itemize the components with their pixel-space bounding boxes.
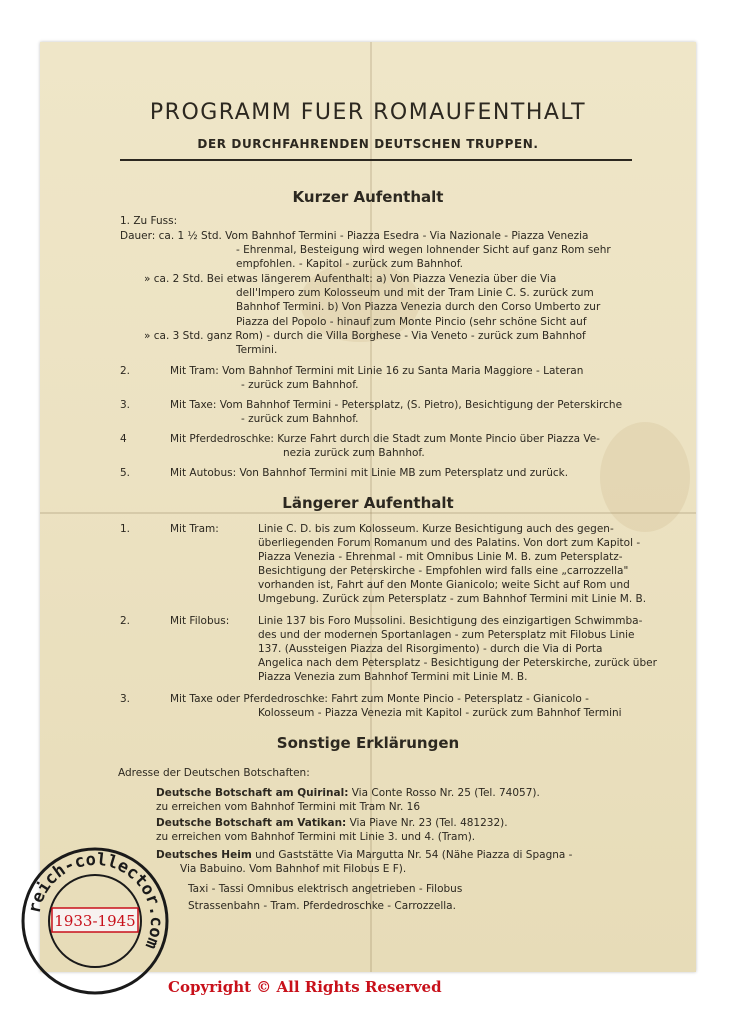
deutsches-heim: [156, 848, 572, 863]
text-line: 137. (Aussteigen Piazza del Risorgimento) - durch die Via di Porta: [258, 643, 603, 655]
embassy-quirinal: [156, 786, 540, 801]
text-line: dell'Impero zum Kolosseum und mit der Tram Linie C. S. zurück zum: [236, 287, 594, 299]
text-line: Mit Tram: Vom Bahnhof Termini mit Linie 16 zu Santa Maria Maggiore - Lateran: [170, 365, 584, 377]
text-line: » ca. 3 Std. ganz Rom) - durch die Villa Borghese - Via Veneto - zurück zum Bahnhof: [144, 330, 586, 342]
item-number: 5.: [120, 467, 131, 479]
text-line: Linie C. D. bis zum Kolosseum. Kurze Besichtigung auch des gegen-: [258, 523, 614, 535]
text-line: Mit Taxe: Vom Bahnhof Termini - Petersplatz, (S. Pietro), Besichtigung der Peterskirche: [170, 399, 623, 411]
item-number: 2.: [120, 615, 131, 627]
text-line: Angelica nach dem Petersplatz - Besichtigung der Peterskirche, zurück über: [258, 657, 657, 669]
text-line: Mit Taxe oder Pferdedroschke: Fahrt zum Monte Pincio - Petersplatz - Gianicolo -: [170, 693, 589, 705]
text-line: Dauer: ca. 1 ½ Std. Vom Bahnhof Termini - Piazza Esedra - Via Nazionale - Piazza Venezia: [120, 230, 589, 242]
heading-short-stay: Kurzer Aufenthalt: [292, 188, 444, 206]
text-line: Piazza Venezia - Ehrenmal - mit Omnibus Linie M. B. zum Petersplatz-: [258, 551, 623, 563]
text-line: Mit Pferdedroschke: Kurze Fahrt durch die Stadt zum Monte Pincio über Piazza Ve-: [170, 433, 600, 445]
text-line: » ca. 2 Std. Bei etwas längerem Aufenthalt: a) Von Piazza Venezia über die Via: [144, 273, 557, 285]
glossary-line: Taxi - Tassi Omnibus elektrisch angetrieben - Filobus: [188, 883, 463, 895]
text-line: Mit Tram:: [170, 523, 219, 535]
text-line: - zurück zum Bahnhof.: [241, 379, 359, 391]
text-line: empfohlen. - Kapitol - zurück zum Bahnhof.: [236, 258, 463, 270]
text-line: Kolosseum - Piazza Venezia mit Kapitol - zurück zum Bahnhof Termini: [258, 707, 622, 719]
text-line: überliegenden Forum Romanum und des Palatins. Von dort zum Kapitol -: [258, 537, 641, 549]
paper-stain: [600, 422, 690, 532]
title-divider: [120, 159, 632, 161]
item-number: 3.: [120, 399, 131, 411]
item-number: 4: [120, 433, 127, 445]
item-number: 2.: [120, 365, 131, 377]
copyright-notice: Copyright © All Rights Reserved: [168, 978, 442, 996]
text-line: Mit Filobus:: [170, 615, 230, 627]
text-line: Besichtigung der Peterskirche - Empfohlen wird falls eine „carrozzella": [258, 565, 629, 577]
text-line: vorhanden ist, Fahrt auf den Monte Gianicolo; weite Sicht auf Rom und: [258, 579, 630, 591]
embassy-quirinal-name: Deutsche Botschaft am Quirinal:: [156, 787, 349, 799]
text-line: Bahnhof Termini. b) Von Piazza Venezia durch den Corso Umberto zur: [236, 301, 601, 313]
stamp-ring-text: reich-collector.com: [24, 849, 167, 952]
deutsches-heim-name: Deutsches Heim: [156, 849, 252, 861]
embassy-vatikan-address: Via Piave Nr. 23 (Tel. 481232).: [346, 817, 508, 829]
text-line: Piazza Venezia zum Bahnhof Termini mit Linie M. B.: [258, 671, 528, 683]
text-line: - zurück zum Bahnhof.: [241, 413, 359, 425]
embassy-vatikan: [156, 816, 508, 831]
heading-long-stay: Längerer Aufenthalt: [282, 494, 454, 512]
collector-stamp: [20, 846, 170, 996]
stamp-years: 1933-1945: [54, 912, 136, 930]
fold-line-horizontal: [40, 512, 696, 514]
embassy-quirinal-address: Via Conte Rosso Nr. 25 (Tel. 74057).: [348, 787, 540, 799]
document-subtitle: DER DURCHFAHRENDEN DEUTSCHEN TRUPPEN.: [197, 137, 539, 151]
embassy-quirinal-directions: zu erreichen vom Bahnhof Termini mit Tram Nr. 16: [156, 801, 421, 813]
document-paper: [40, 42, 696, 972]
text-line: des und der modernen Sportanlagen - zum Petersplatz mit Filobus Linie: [258, 629, 635, 641]
text-line: Termini.: [236, 344, 278, 356]
text-line: Umgebung. Zurück zum Petersplatz - zum Bahnhof Termini mit Linie M. B.: [258, 593, 647, 605]
text-line: 1. Zu Fuss:: [120, 215, 178, 227]
embassy-vatikan-name: Deutsche Botschaft am Vatikan:: [156, 817, 347, 829]
deutsches-heim-directions: Via Babuino. Vom Bahnhof mit Filobus E F).: [180, 863, 407, 875]
heading-other: Sonstige Erklärungen: [276, 734, 460, 752]
text-line: Linie 137 bis Foro Mussolini. Besichtigung des einzigartigen Schwimmba-: [258, 615, 643, 627]
deutsches-heim-address: und Gaststätte Via Margutta Nr. 54 (Nähe Piazza di Spagna -: [251, 849, 573, 861]
embassy-intro: Adresse der Deutschen Botschaften:: [118, 767, 310, 779]
text-line: - Ehrenmal, Besteigung wird wegen lohnender Sicht auf ganz Rom sehr: [236, 244, 611, 256]
glossary-line: Strassenbahn - Tram. Pferdedroschke - Carrozzella.: [188, 900, 456, 912]
text-line: Mit Autobus: Von Bahnhof Termini mit Linie MB zum Petersplatz und zurück.: [170, 467, 569, 479]
text-line: Piazza del Popolo - hinauf zum Monte Pincio (sehr schöne Sicht auf: [236, 316, 587, 328]
text-line: nezia zurück zum Bahnhof.: [283, 447, 425, 459]
item-number: 3.: [120, 693, 131, 705]
document-title: PROGRAMM FUER ROMAUFENTHALT: [149, 100, 587, 125]
item-number: 1.: [120, 523, 131, 535]
embassy-vatikan-directions: zu erreichen vom Bahnhof Termini mit Linie 3. und 4. (Tram).: [156, 831, 476, 843]
